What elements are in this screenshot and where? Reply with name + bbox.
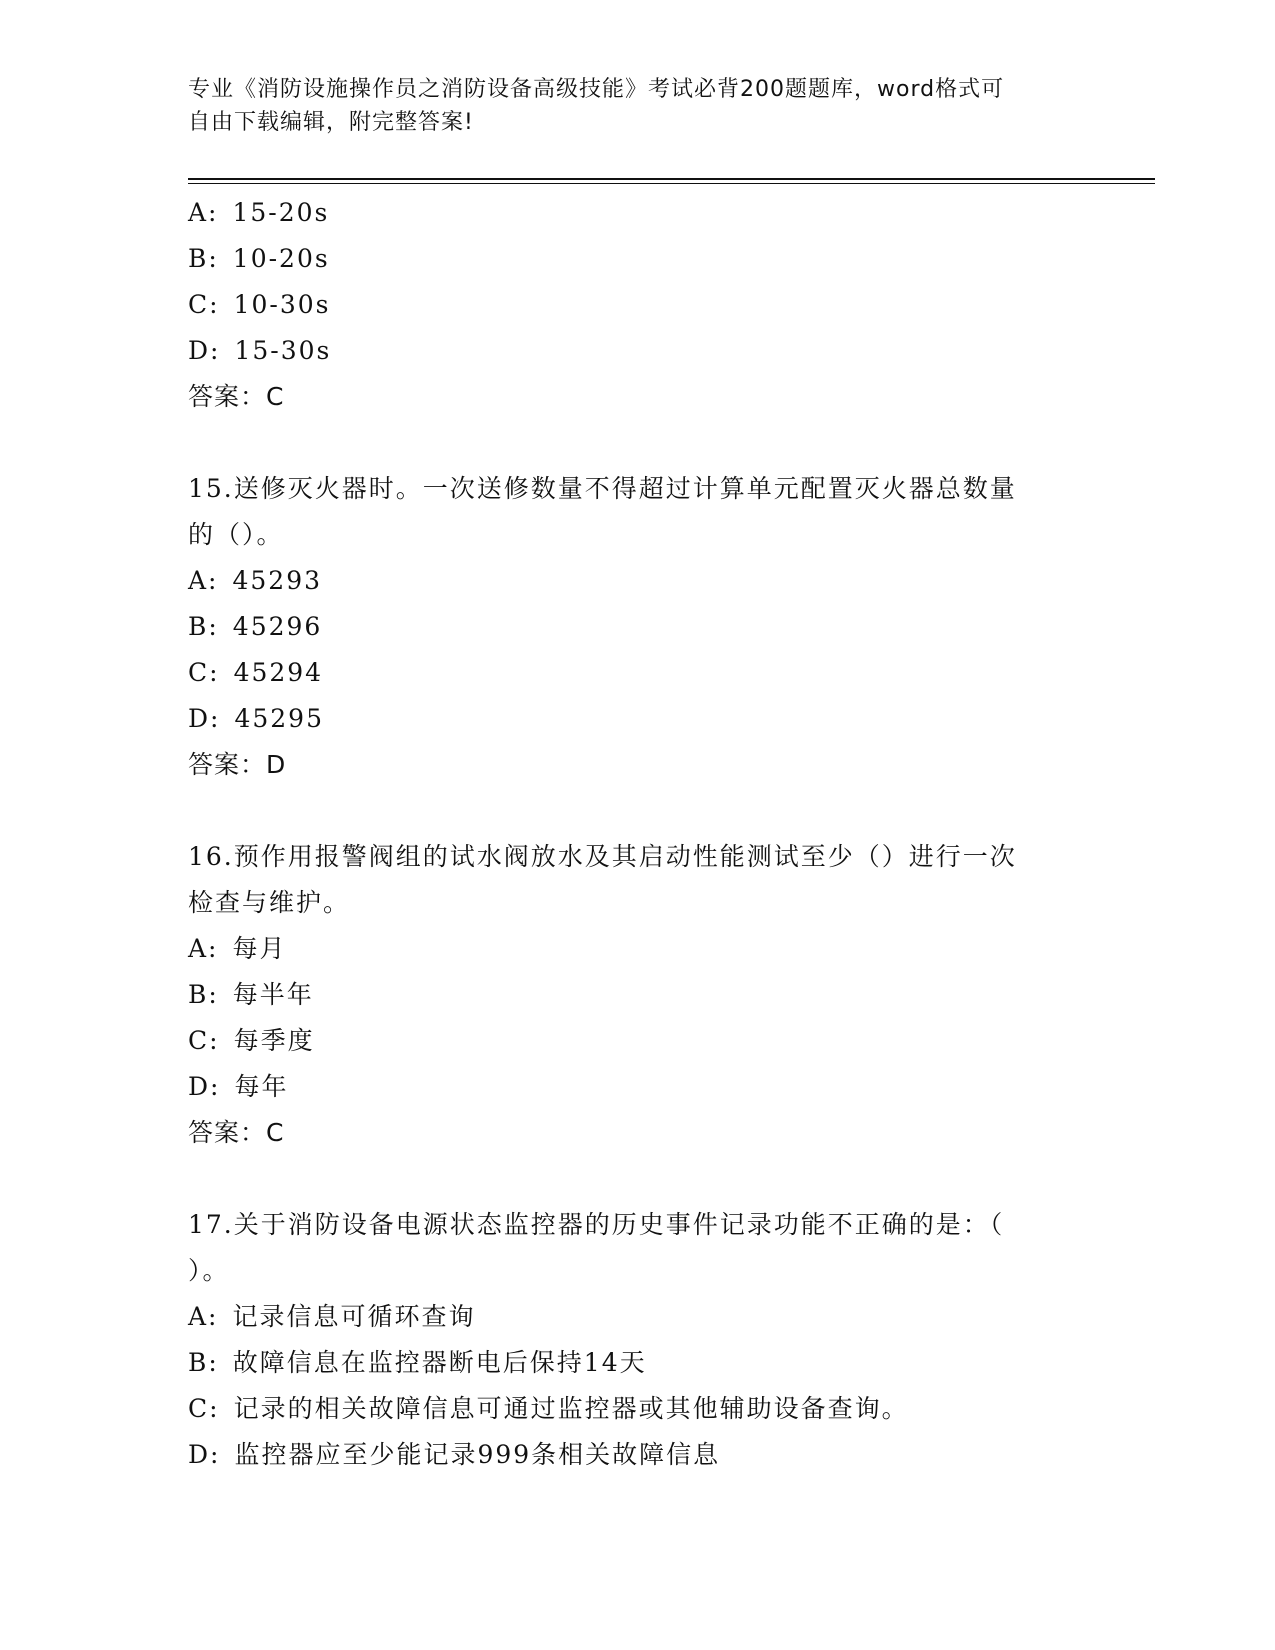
answer-line: 答案：D bbox=[188, 750, 287, 779]
question-17 bbox=[188, 1202, 1088, 1478]
question-stem-continued: 的（）。 bbox=[188, 520, 284, 549]
option-b: B: 10-20s bbox=[188, 244, 330, 273]
option-b: B: 45296 bbox=[188, 612, 323, 641]
question-stem-continued: ）。 bbox=[188, 1256, 230, 1285]
option-b: B: 每半年 bbox=[188, 980, 314, 1009]
option-a: A: 45293 bbox=[188, 566, 323, 595]
option-d: D: 每年 bbox=[188, 1072, 289, 1101]
header-divider-thin bbox=[188, 183, 1155, 184]
option-c: C: 45294 bbox=[188, 658, 324, 687]
option-c: C: 10-30s bbox=[188, 290, 331, 319]
answer-line: 答案：C bbox=[188, 1118, 285, 1147]
option-a: A: 15-20s bbox=[188, 198, 330, 227]
header-divider-thick bbox=[188, 178, 1155, 180]
option-c: C: 记录的相关故障信息可通过监控器或其他辅助设备查询。 bbox=[188, 1394, 909, 1423]
document-header bbox=[188, 73, 1088, 139]
question-15 bbox=[188, 466, 1088, 788]
answer-line: 答案：C bbox=[188, 382, 285, 411]
header-title-line-1: 专业《消防设施操作员之消防设备高级技能》考试必背200题题库，word格式可 bbox=[188, 77, 1005, 102]
header-title-line-2: 自由下载编辑，附完整答案! bbox=[188, 110, 474, 135]
spacer bbox=[188, 420, 1088, 466]
option-d: D: 监控器应至少能记录999条相关故障信息 bbox=[188, 1440, 721, 1469]
question-list bbox=[188, 190, 1088, 1478]
spacer bbox=[188, 788, 1088, 834]
question-16 bbox=[188, 834, 1088, 1156]
option-a: A: 记录信息可循环查询 bbox=[188, 1302, 476, 1331]
question-stem: 15.送修灭火器时。一次送修数量不得超过计算单元配置灭火器总数量 bbox=[188, 474, 1017, 503]
question-stem: 17.关于消防设备电源状态监控器的历史事件记录功能不正确的是：（ bbox=[188, 1210, 1005, 1239]
question-stem-continued: 检查与维护。 bbox=[188, 888, 351, 917]
question-stem: 16.预作用报警阀组的试水阀放水及其启动性能测试至少（）进行一次 bbox=[188, 842, 1017, 871]
question-14 bbox=[188, 190, 1088, 420]
option-b: B: 故障信息在监控器断电后保持14天 bbox=[188, 1348, 647, 1377]
spacer bbox=[188, 1156, 1088, 1202]
option-c: C: 每季度 bbox=[188, 1026, 315, 1055]
option-d: D: 45295 bbox=[188, 704, 324, 733]
option-a: A: 每月 bbox=[188, 934, 287, 963]
option-d: D: 15-30s bbox=[188, 336, 332, 365]
